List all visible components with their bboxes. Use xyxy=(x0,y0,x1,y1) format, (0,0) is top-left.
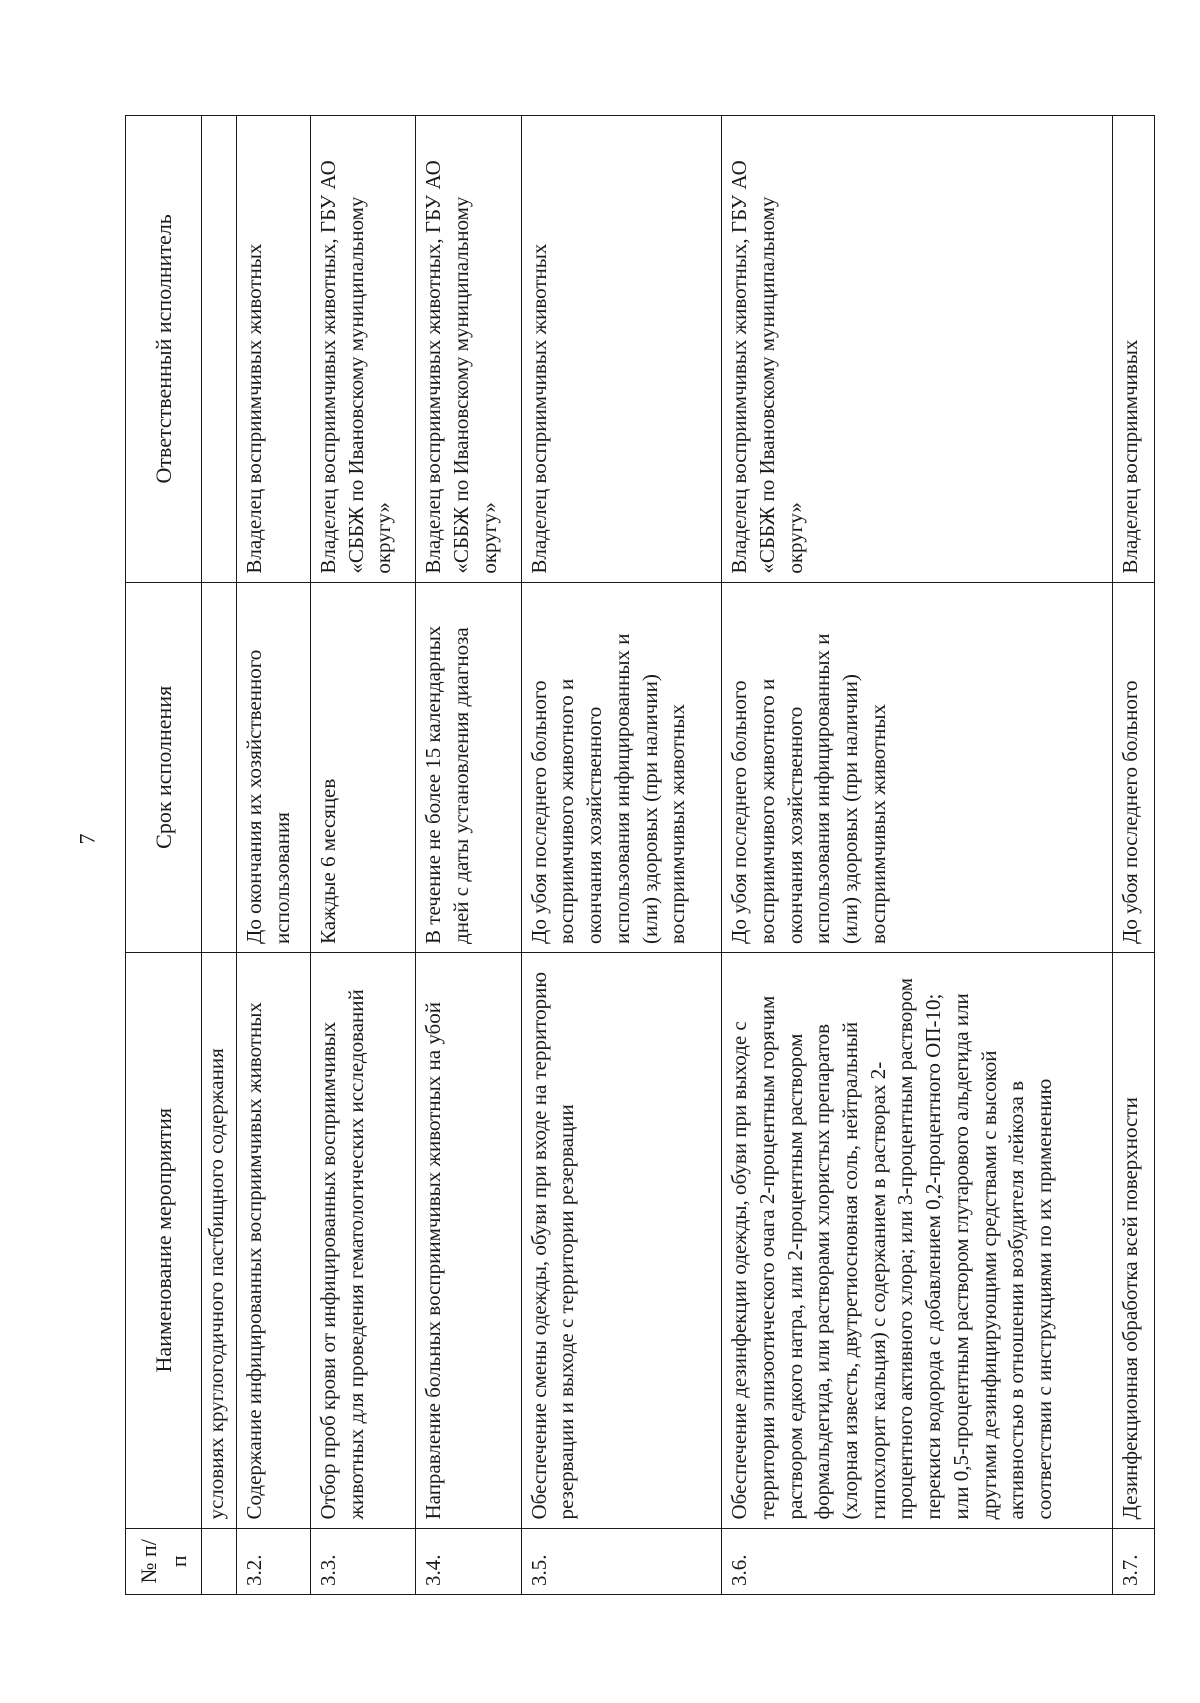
row-number: 3.4. xyxy=(416,1528,521,1594)
row-number: 3.5. xyxy=(521,1528,722,1594)
row-term: В течение не более 15 календарных дней с даты установления диагноза xyxy=(416,582,521,952)
table-row xyxy=(1112,116,1154,1595)
table-row xyxy=(237,116,311,1595)
row-name: Направление больных восприимчивых животных на убой xyxy=(416,952,521,1528)
row-term: До убоя последнего больного восприимчивого животного и окончания хозяйственного использования инфицированных и (или) здоровых (при наличии) восприимчивых животных xyxy=(521,582,722,952)
table-header-row xyxy=(126,116,202,1595)
row-responsible: Владелец восприимчивых животных, ГБУ АО «СББЖ по Ивановскому муниципальному округу» xyxy=(416,116,521,583)
continuation-term-cell xyxy=(202,582,237,952)
header-num: № п/п xyxy=(126,1528,202,1594)
row-name: Дезинфекционная обработка всей поверхности xyxy=(1112,952,1154,1528)
table-row xyxy=(521,116,722,1595)
row-name: Отбор проб крови от инфицированных восприимчивых животных для проведения гематологических исследований xyxy=(310,952,415,1528)
row-term: Каждые 6 месяцев xyxy=(310,582,415,952)
continuation-text: условиях круглогодичного пастбищного содержания xyxy=(202,952,237,1528)
page-number: 7 xyxy=(74,833,100,845)
row-number: 3.3. xyxy=(310,1528,415,1594)
measures-table xyxy=(125,115,1155,1595)
row-name: Обеспечение дезинфекции одежды, обуви при выходе с территории эпизоотического очага 2-процентным горячим раствором едкого натра, или 2-процентным раствором формальдегида, или растворами хлористых препаратов (хлорная известь, двутретиосновная соль, нейтральный гипохлорит кальция) с содержанием в растворах 2-процентного активного хлора; или 3-процентным раствором перекиси водорода с добавлением 0,2-процентного ОП-10; или 0,5-процентным раствором глутарового альдегида или другими дезинфицирующими средствами с высокой активностью в отношении возбудителя лейкоза в соответствии с инструкциями по их применению xyxy=(722,952,1113,1528)
header-term: Срок исполнения xyxy=(126,582,202,952)
rotated-table-container xyxy=(125,115,1155,1595)
table-row xyxy=(722,116,1113,1595)
continuation-row xyxy=(202,116,237,1595)
row-term: До убоя последнего больного xyxy=(1112,582,1154,952)
row-number: 3.6. xyxy=(722,1528,1113,1594)
row-number: 3.2. xyxy=(237,1528,311,1594)
header-responsible: Ответственный исполнитель xyxy=(126,116,202,583)
row-responsible: Владелец восприимчивых животных xyxy=(521,116,722,583)
continuation-resp-cell xyxy=(202,116,237,583)
row-term: До окончания их хозяйственного использования xyxy=(237,582,311,952)
continuation-num-cell xyxy=(202,1528,237,1594)
table-row xyxy=(310,116,415,1595)
header-name: Наименование мероприятия xyxy=(126,952,202,1528)
row-name: Обеспечение смены одежды, обуви при входе на территорию резервации и выходе с территории резервации xyxy=(521,952,722,1528)
table-row xyxy=(416,116,521,1595)
row-name: Содержание инфицированных восприимчивых животных xyxy=(237,952,311,1528)
row-number: 3.7. xyxy=(1112,1528,1154,1594)
row-term: До убоя последнего больного восприимчивого животного и окончания хозяйственного использования инфицированных и (или) здоровых (при наличии) восприимчивых животных xyxy=(722,582,1113,952)
row-responsible: Владелец восприимчивых животных, ГБУ АО «СББЖ по Ивановскому муниципальному округу» xyxy=(310,116,415,583)
row-responsible: Владелец восприимчивых животных, ГБУ АО «СББЖ по Ивановскому муниципальному округу» xyxy=(722,116,1113,583)
row-responsible: Владелец восприимчивых животных xyxy=(237,116,311,583)
row-responsible: Владелец восприимчивых xyxy=(1112,116,1154,583)
